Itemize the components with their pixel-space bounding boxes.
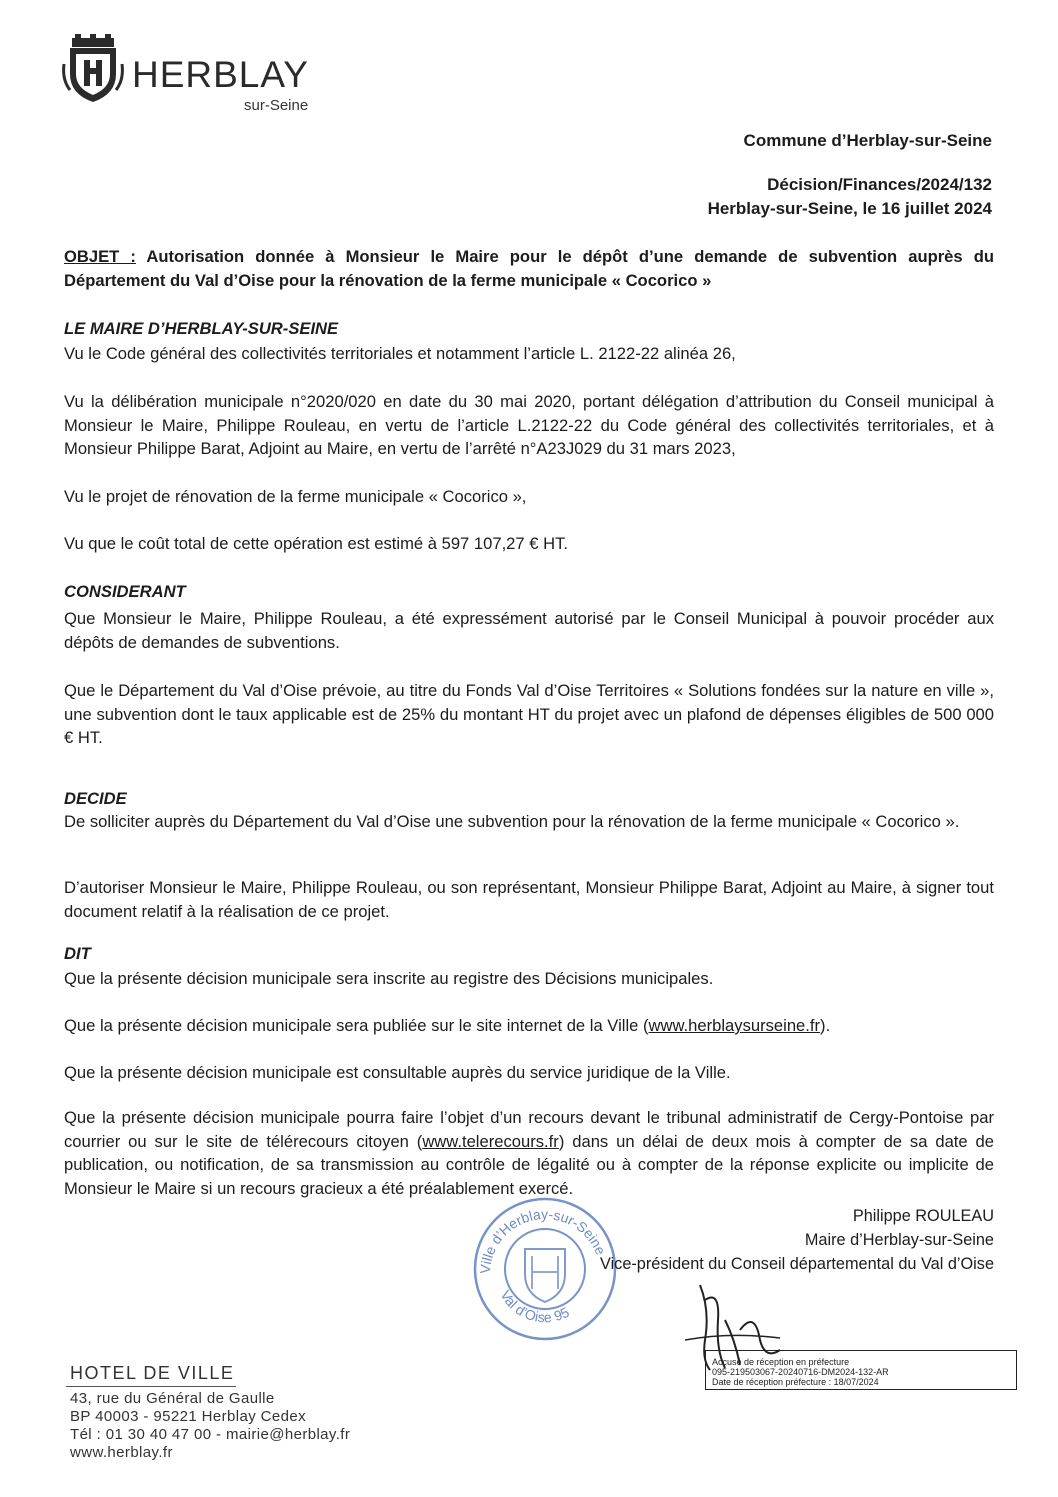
objet-paragraph [64, 245, 994, 292]
footer-web: www.herblay.fr [70, 1444, 173, 1461]
objet-label: OBJET : [64, 247, 136, 266]
footer-contact: Tél : 01 30 40 47 00 - mairie@herblay.fr [70, 1426, 351, 1443]
dit-p3: Que la présente décision municipale est consultable auprès du service juridique de la Ville. [64, 1063, 731, 1082]
considerant-p1: Que Monsieur le Maire, Philippe Rouleau, a été expressément autorisé par le Conseil Municipal à pouvoir procéder aux dépôts de demandes de subventions. [64, 609, 994, 652]
maire-p1: Vu le Code général des collectivités territoriales et notamment l’article L. 2122-22 alinéa 26, [64, 344, 736, 363]
signatory-title: Maire d’Herblay-sur-Seine [804, 1231, 994, 1249]
considerant-p2: Que le Département du Val d’Oise prévoie, au titre du Fonds Val d’Oise Territoires « Solutions fondées sur la nature en ville », une subvention dont le taux applicable est de 25% du montant HT du projet avec un plafond de dépenses éligibles de 500 000 € HT. [64, 681, 994, 748]
signatory-name: Philippe ROULEAU [852, 1207, 994, 1225]
signatory-role: Vice-président du Conseil départemental du Val d’Oise [600, 1255, 994, 1273]
dit-p2-before: Que la présente décision municipale sera publiée sur le site internet de la Ville ( [64, 1016, 649, 1035]
maire-p2: Vu la délibération municipale n°2020/020 en date du 30 mai 2020, portant délégation d’attribution du Conseil municipal à Monsieur le Maire, Philippe Rouleau, en vertu de l’article L.2122-22 du Code général des collectivités territoriales, et à Monsieur Philippe Barat, Adjoint au Maire, en vertu de l’arrêté n°A23J029 du 31 mars 2023, [64, 392, 994, 459]
decide-p2: D’autoriser Monsieur le Maire, Philippe Rouleau, ou son représentant, Monsieur Philippe Barat, Adjoint au Maire, à signer tout document relatif à la réalisation de ce projet. [64, 878, 994, 921]
footer-divider [66, 1386, 236, 1387]
objet-text: Autorisation donnée à Monsieur le Maire pour le dépôt d’une demande de subvention auprès du Département du Val d’Oise pour la rénovation de la ferme municipale « Cocorico » [64, 247, 994, 290]
footer-title: HOTEL DE VILLE [70, 1363, 235, 1383]
seal-ring-text: Ville d’Herblay-sur-Seine [476, 1205, 610, 1275]
herblay-website-link[interactable]: www.herblaysurseine.fr [648, 1016, 821, 1035]
receipt-line-1: Accusé de réception en préfecture [712, 1357, 850, 1367]
dit-p4-before: Que la présente décision municipale pourra faire l’objet d’un recours devant le tribunal administratif de Cergy-Pontoise par courrier ou sur le site de télérecours citoyen ( [64, 1108, 994, 1151]
dit-p2 [64, 1014, 994, 1038]
city-seal-stamp [470, 1194, 620, 1344]
telerecours-link[interactable]: www.telerecours.fr [422, 1131, 559, 1151]
svg-text:Val d’Oise 95 [497, 1287, 572, 1325]
receipt-line-2: 095-219503067-20240716-DM2024-132-AR [712, 1367, 889, 1377]
maire-p3: Vu le projet de rénovation de la ferme municipale « Cocorico », [64, 487, 527, 506]
herblay-logo [62, 34, 332, 118]
dit-heading: DIT [64, 944, 91, 963]
prefecture-receipt-box [705, 1350, 1017, 1390]
seal-icon [470, 1194, 620, 1344]
dit-p1: Que la présente décision municipale sera inscrite au registre des Décisions municipales. [64, 969, 714, 988]
receipt-line-3: Date de réception préfecture : 18/07/2024 [712, 1377, 879, 1387]
footer-address-1: 43, rue du Général de Gaulle [70, 1390, 275, 1407]
logo-name: HERBLAY [132, 54, 309, 95]
maire-p4: Vu que le coût total de cette opération est estimé à 597 107,27 € HT. [64, 534, 568, 553]
logo-sub: sur-Seine [244, 97, 309, 114]
dit-p2-after: ). [820, 1016, 831, 1035]
seal-bottom-text: Val d’Oise 95 [497, 1287, 572, 1326]
decide-heading: DECIDE [64, 789, 127, 808]
place-date: Herblay-sur-Seine, le 16 juillet 2024 [707, 199, 992, 218]
decide-p1: De solliciter auprès du Département du Val d’Oise une subvention pour la rénovation de la ferme municipale « Cocorico ». [64, 812, 960, 831]
maire-heading: LE MAIRE D’HERBLAY-SUR-SEINE [64, 319, 339, 338]
city-crest-icon [62, 34, 124, 104]
commune-name: Commune d’Herblay-sur-Seine [743, 131, 992, 150]
considerant-heading: CONSIDERANT [64, 582, 186, 601]
dit-p4 [64, 1106, 994, 1200]
dit-p4-after: ) dans un délai de deux mois à compter de sa date de publication, ou notification, de sa transmission au contrôle de légalité ou à compter de la réponse explicite ou implicite de Monsieur le Maire si un recours gracieux a été préalablement exercé. [64, 1131, 994, 1198]
decision-ref: Décision/Finances/2024/132 [767, 175, 992, 194]
footer-address-2: BP 40003 - 95221 Herblay Cedex [70, 1408, 307, 1425]
